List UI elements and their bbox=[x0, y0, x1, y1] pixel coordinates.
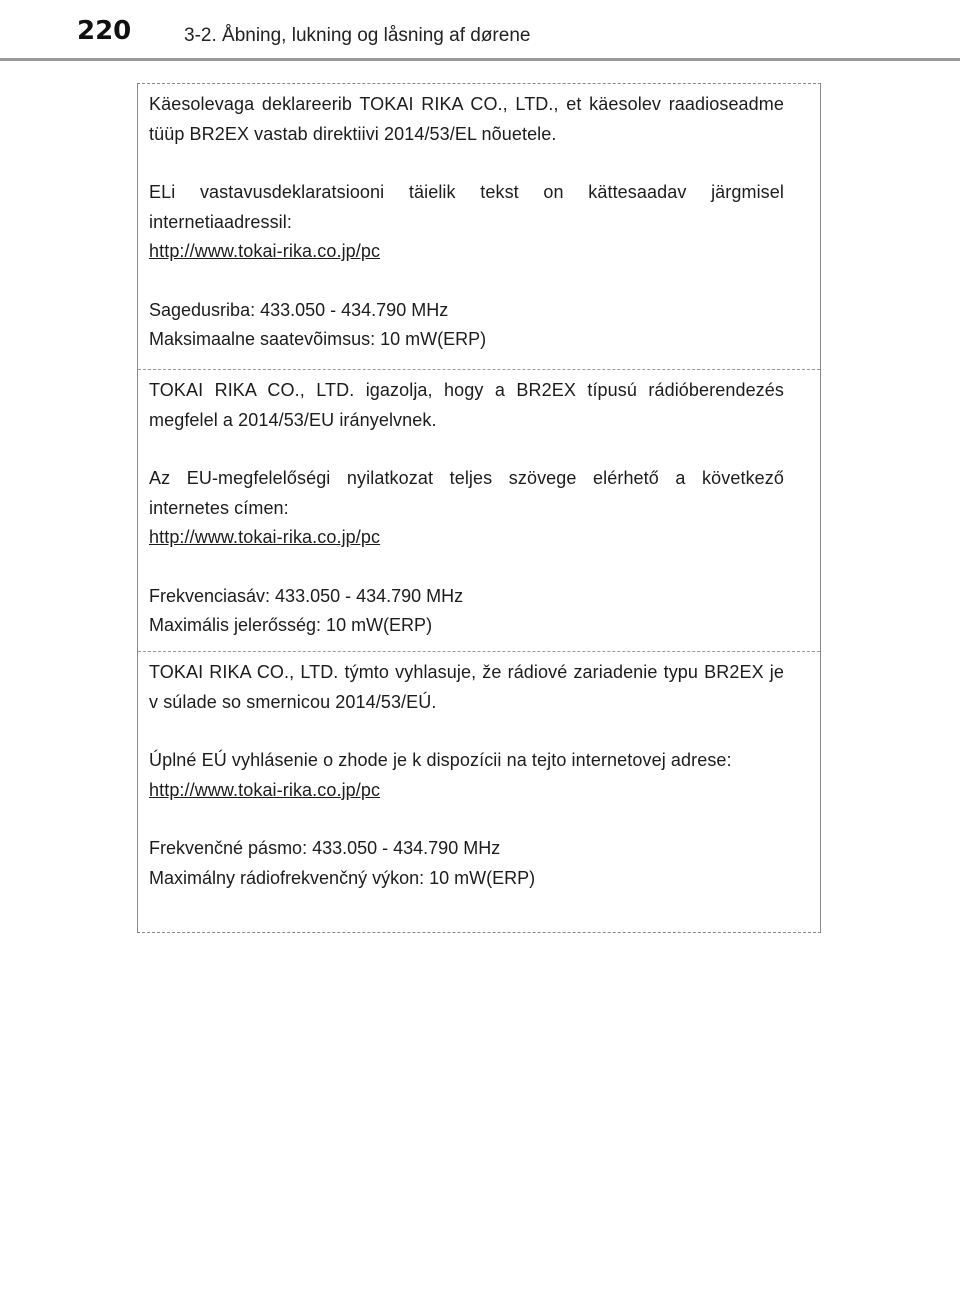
declaration-intro: TOKAI RIKA CO., LTD. igazolja, hogy a BR2EX típusú rádióberendezés megfelel a 2014/53/EU irányelvnek. bbox=[149, 380, 784, 430]
declaration-hungarian bbox=[138, 369, 820, 651]
frequency-band: Frekvenčné pásmo: 433.050 - 434.790 MHz bbox=[149, 838, 501, 858]
declaration-availability bbox=[149, 746, 784, 805]
frequency-band: Sagedusriba: 433.050 - 434.790 MHz bbox=[149, 299, 449, 320]
declaration-specs bbox=[149, 582, 784, 641]
page-header bbox=[0, 0, 960, 62]
max-power: Maximálny rádiofrekvenčný výkon: 10 mW(ERP) bbox=[149, 867, 536, 888]
declaration-specs bbox=[149, 834, 784, 893]
frequency-band: Frekvenciasáv: 433.050 - 434.790 MHz bbox=[149, 585, 464, 606]
declaration-url-link[interactable]: http://www.tokai-rika.co.jp/pc bbox=[149, 241, 381, 261]
max-power: Maksimaalne saatevõimsus: 10 mW(ERP) bbox=[149, 329, 487, 349]
declaration-intro: TOKAI RIKA CO., LTD. týmto vyhlasuje, že rádiové zariadenie typu BR2EX je v súlade so smernicou 2014/53/EÚ. bbox=[149, 662, 784, 712]
availability-text: ELi vastavusdeklaratsiooni täielik tekst on kättesaadav järgmisel internetiaadressil: bbox=[149, 182, 784, 232]
declaration-box bbox=[137, 83, 821, 933]
section-title: 3-2. Åbning, lukning og låsning af dørene bbox=[184, 25, 531, 46]
declaration-specs bbox=[149, 296, 784, 355]
availability-text: Az EU-megfelelőségi nyilatkozat teljes szövege elérhető a következő internetes címen: bbox=[149, 468, 784, 518]
declaration-intro: Käesolevaga deklareerib TOKAI RIKA CO., LTD., et käesolev raadioseadme tüüp BR2EX vastab direktiivi 2014/53/EL nõuetele. bbox=[149, 94, 784, 144]
declaration-availability bbox=[149, 178, 784, 267]
availability-text: Úplné EÚ vyhlásenie o zhode je k dispozícii na tejto internetovej adrese: bbox=[149, 750, 732, 770]
max-power: Maximális jelerősség: 10 mW(ERP) bbox=[149, 615, 433, 635]
declaration-estonian bbox=[138, 84, 820, 369]
declaration-url-link[interactable]: http://www.tokai-rika.co.jp/pc bbox=[149, 527, 381, 547]
page-number: 220 bbox=[77, 16, 132, 46]
declaration-slovak bbox=[138, 651, 820, 933]
declaration-url-link[interactable]: http://www.tokai-rika.co.jp/pc bbox=[149, 779, 381, 800]
declaration-availability bbox=[149, 464, 784, 553]
header-divider bbox=[0, 58, 960, 61]
